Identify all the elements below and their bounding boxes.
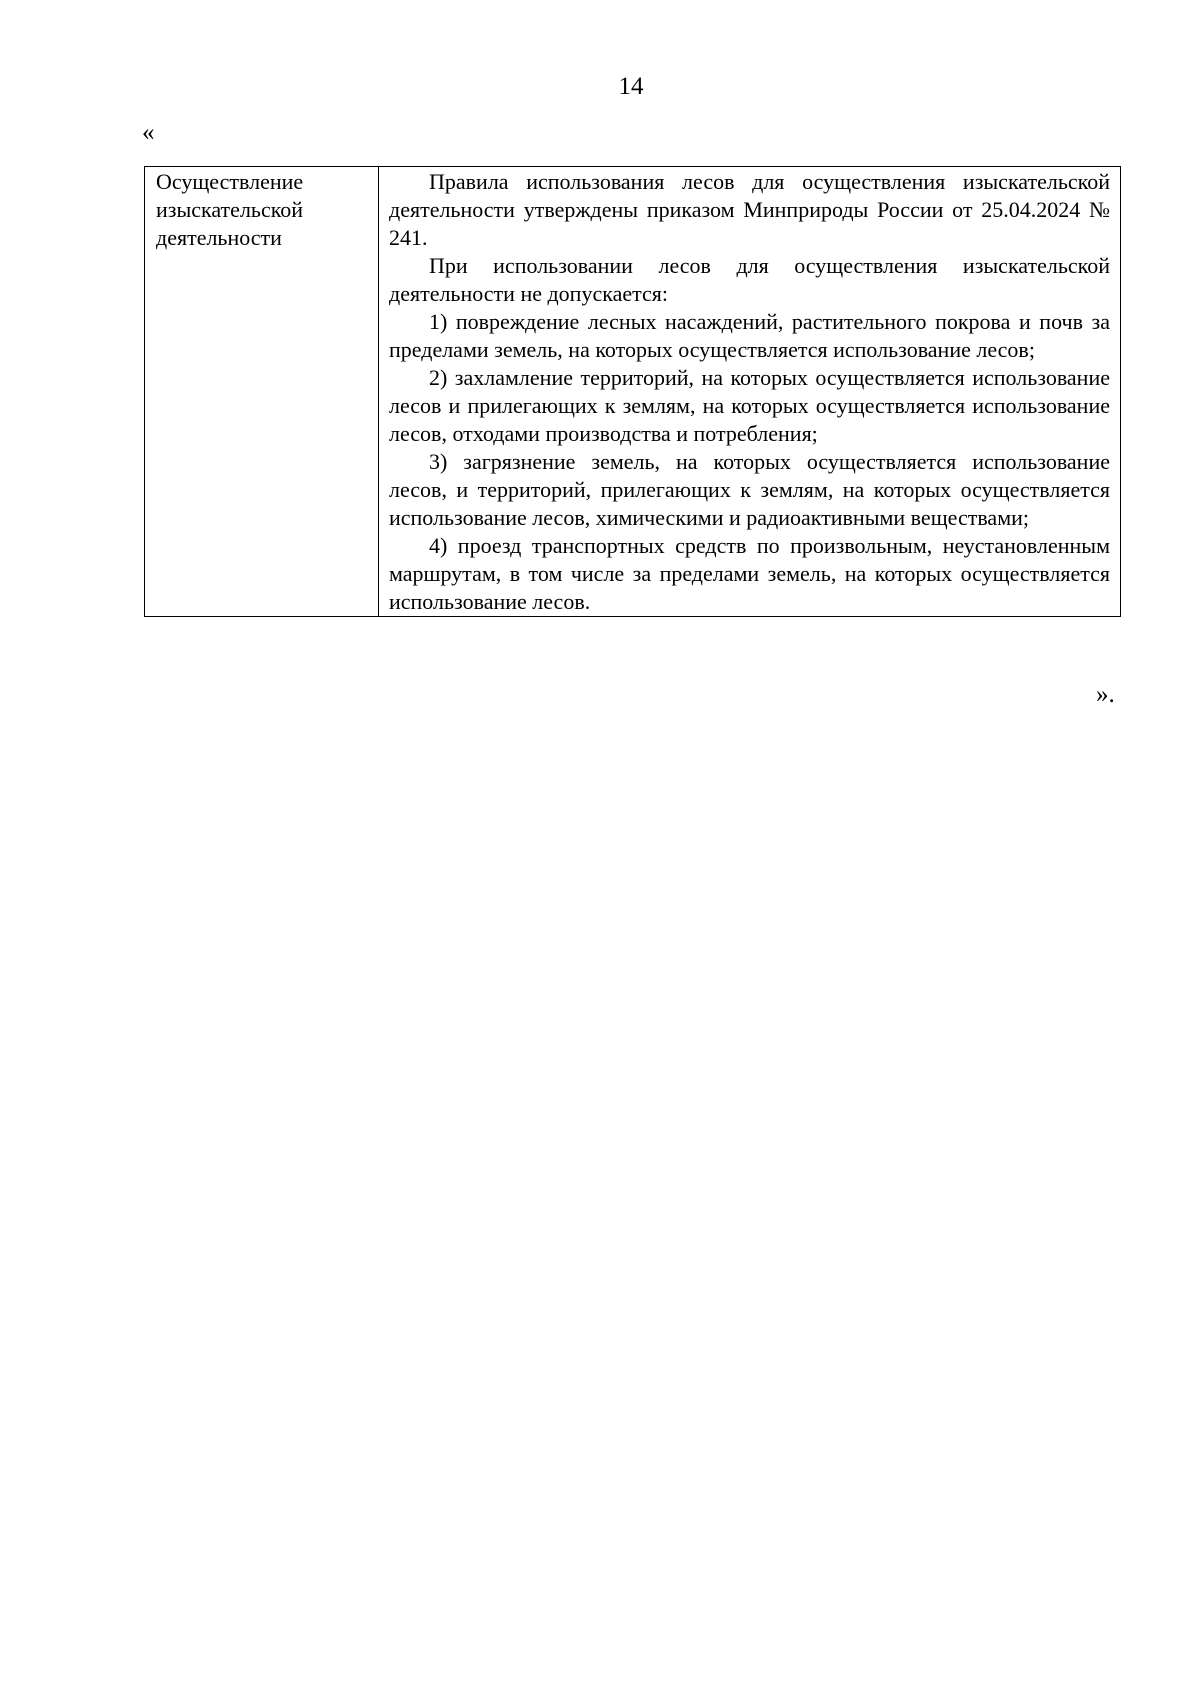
rules-item-1: 1) повреждение лесных насаждений, растительного покрова и почв за пределами земель, на которых осуществляется использование лесов; — [389, 309, 1110, 362]
forest-use-rules-table — [144, 166, 1121, 617]
opening-quote-mark: « — [142, 119, 155, 146]
rules-item-4: 4) проезд транспортных средств по произвольным, неустановленным маршрутам, в том числе за пределами земель, на которых осуществляется использование лесов. — [389, 533, 1110, 614]
rules-item-2: 2) захламление территорий, на которых осуществляется использование лесов и прилегающих к землям, на которых осуществляется использование лесов, отходами производства и потребления; — [389, 365, 1110, 446]
table-row — [145, 167, 1121, 617]
rules-paragraph-approval: Правила использования лесов для осуществления изыскательской деятельности утверждены приказом Минприроды России от 25.04.2024 № 241. — [389, 169, 1110, 250]
rules-item-3: 3) загрязнение земель, на которых осуществляется использование лесов, и территорий, прилегающих к землям, на которых осуществляется использование лесов, химическими и радиоактивными веществами; — [389, 449, 1110, 530]
activity-cell: Осуществление изыскательской деятельности — [145, 167, 379, 617]
rules-cell — [379, 167, 1121, 617]
page-number: 14 — [618, 73, 644, 100]
rules-paragraph-prohibitions-intro: При использовании лесов для осуществления изыскательской деятельности не допускается: — [389, 253, 1110, 306]
closing-quote-mark: ». — [1096, 681, 1115, 708]
